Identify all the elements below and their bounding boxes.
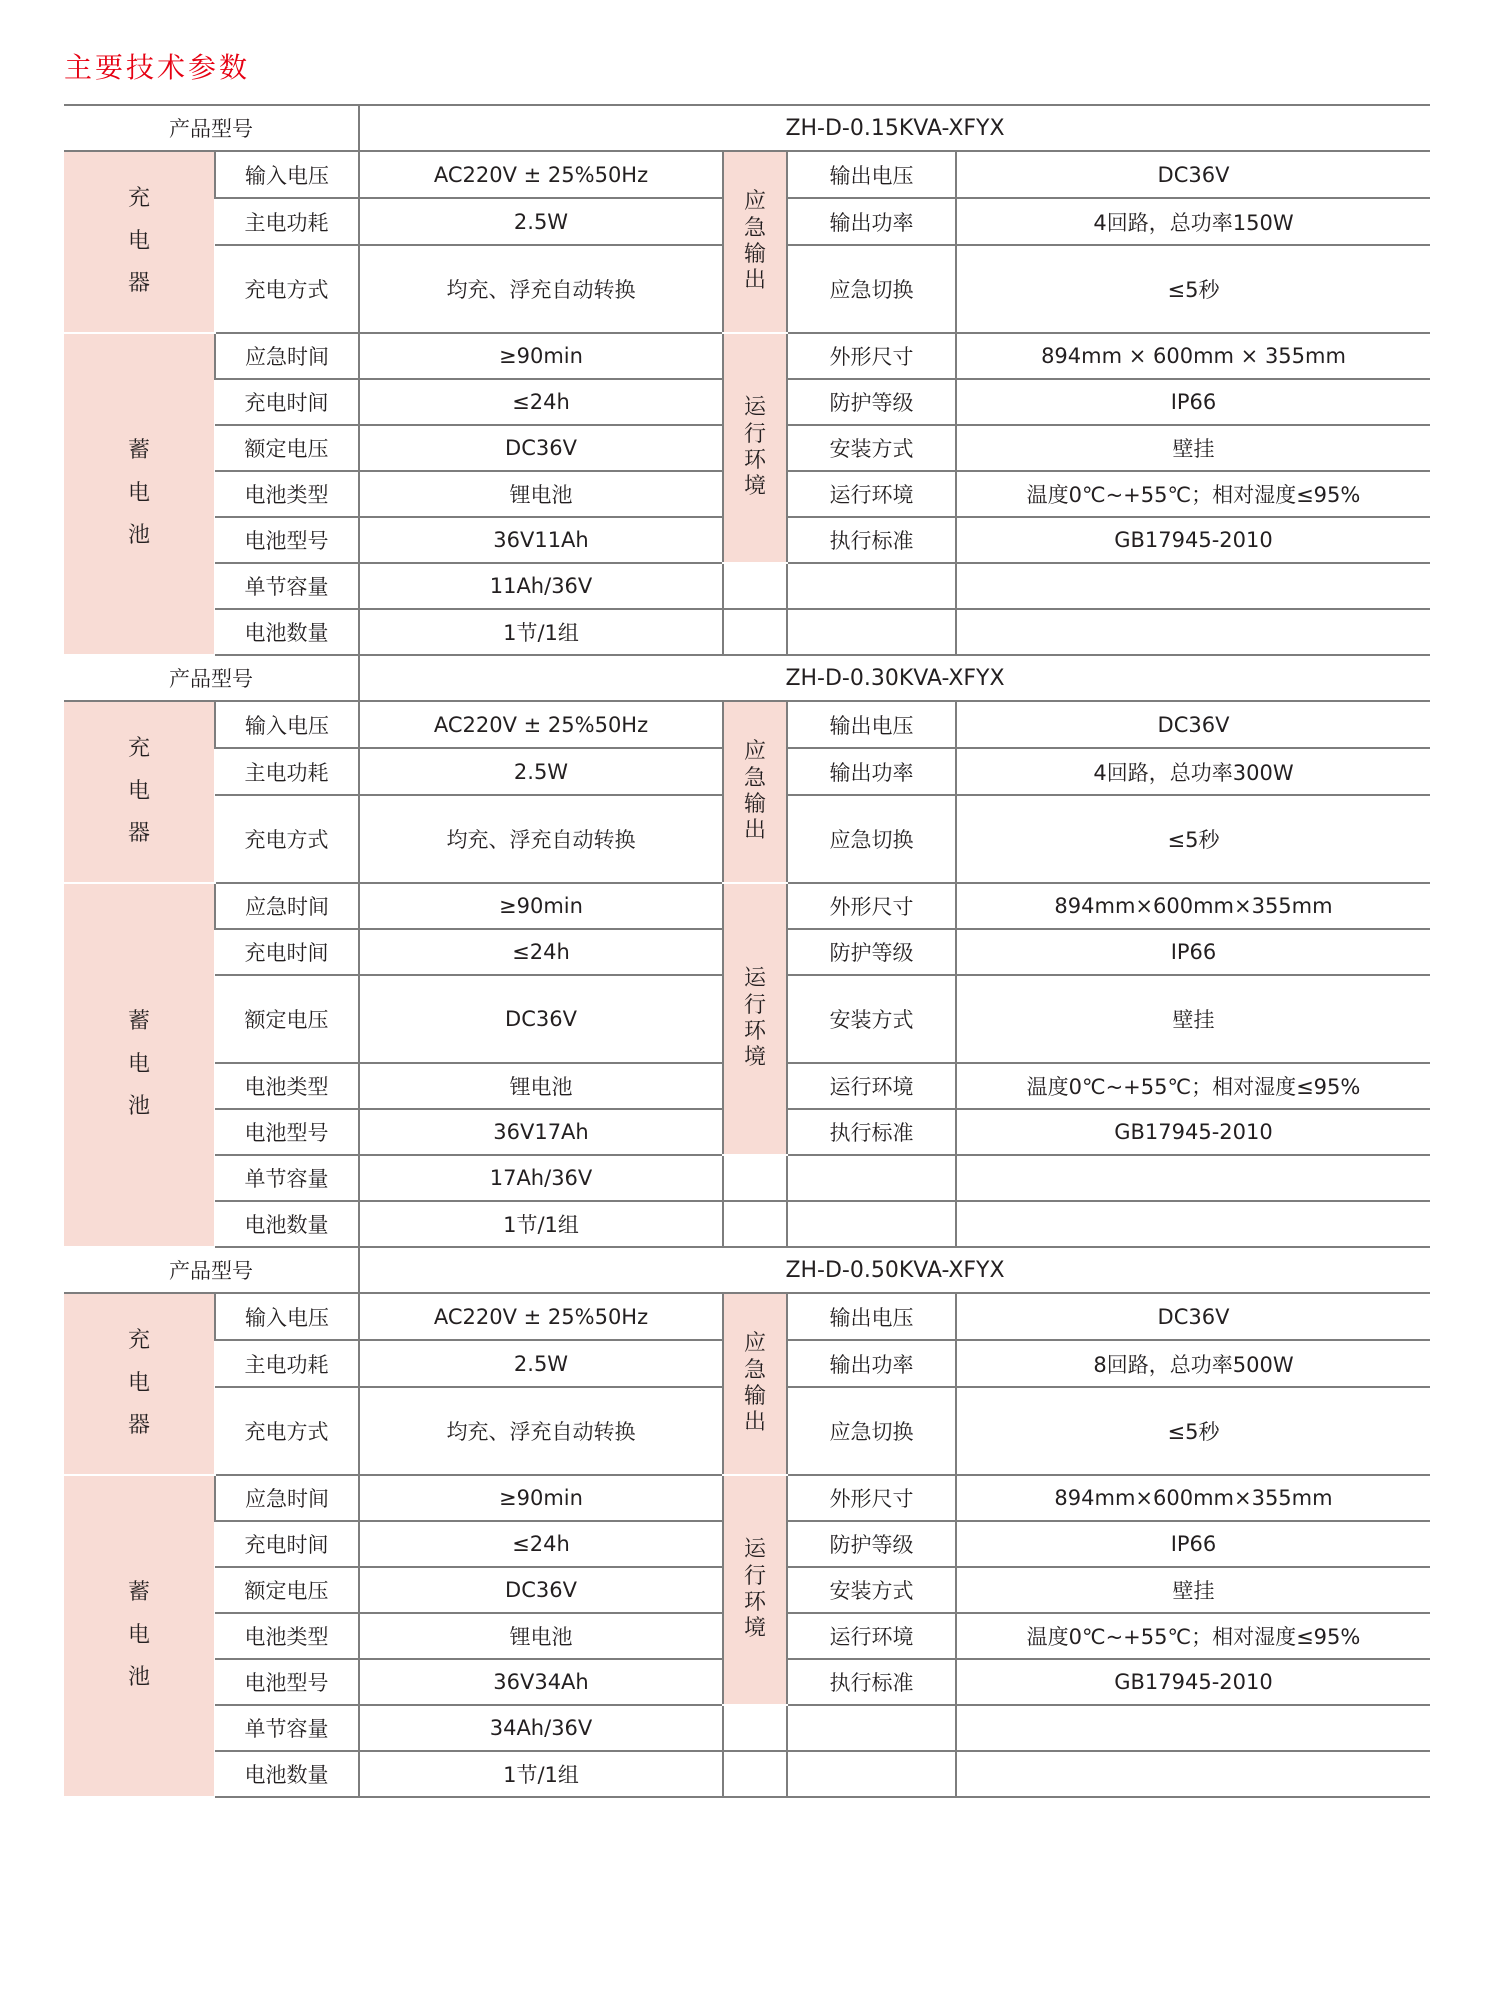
param-label: 输出功率 — [787, 1340, 956, 1387]
model-row — [64, 1247, 1430, 1293]
param-label: 防护等级 — [787, 929, 956, 975]
param-label — [787, 1705, 956, 1751]
param-value: 锂电池 — [359, 471, 723, 517]
param-value: 11Ah/36V — [359, 563, 723, 609]
emergency-output-group-text: 应急输出 — [743, 189, 766, 294]
blank-cell — [723, 609, 787, 655]
param-value: DC36V — [956, 151, 1430, 198]
param-value: 壁挂 — [956, 975, 1430, 1063]
param-value: IP66 — [956, 379, 1430, 425]
param-label — [787, 609, 956, 655]
blank-cell — [723, 1155, 787, 1201]
param-label: 输入电压 — [215, 151, 359, 198]
emergency-output-group-label — [723, 701, 787, 883]
spec-row — [64, 1475, 1430, 1521]
param-value: GB17945-2010 — [956, 1109, 1430, 1155]
param-label: 执行标准 — [787, 517, 956, 563]
page-title: 主要技术参数 — [64, 51, 251, 84]
param-value: IP66 — [956, 929, 1430, 975]
spec-row — [64, 1705, 1430, 1751]
param-value: ≥90min — [359, 883, 723, 929]
param-value — [956, 563, 1430, 609]
battery-group-text: 蓄电池 — [127, 1008, 150, 1120]
param-value: 温度0℃~+55℃；相对湿度≤95% — [956, 1063, 1430, 1109]
param-label: 电池数量 — [215, 609, 359, 655]
param-label: 主电功耗 — [215, 748, 359, 795]
param-label: 额定电压 — [215, 1567, 359, 1613]
param-label: 电池数量 — [215, 1201, 359, 1247]
param-value: AC220V ± 25%50Hz — [359, 151, 723, 198]
param-value: 36V34Ah — [359, 1659, 723, 1705]
emergency-output-group-text: 应急输出 — [743, 1331, 766, 1436]
param-value: GB17945-2010 — [956, 517, 1430, 563]
param-label: 输出功率 — [787, 748, 956, 795]
param-label: 充电时间 — [215, 1521, 359, 1567]
param-value: IP66 — [956, 1521, 1430, 1567]
param-value: ≥90min — [359, 333, 723, 379]
battery-group-text: 蓄电池 — [127, 437, 150, 549]
param-label — [787, 1751, 956, 1797]
emergency-output-group-text: 应急输出 — [743, 739, 766, 844]
param-value: 894mm×600mm×355mm — [956, 1475, 1430, 1521]
param-label: 外形尺寸 — [787, 883, 956, 929]
param-label — [787, 1155, 956, 1201]
spec-row — [64, 1155, 1430, 1201]
param-label: 充电方式 — [215, 1387, 359, 1475]
spec-row — [64, 883, 1430, 929]
blank-cell — [723, 1201, 787, 1247]
param-label: 电池类型 — [215, 471, 359, 517]
param-label: 执行标准 — [787, 1659, 956, 1705]
param-label: 电池数量 — [215, 1751, 359, 1797]
charger-group-label — [64, 1293, 215, 1475]
spec-row — [64, 1201, 1430, 1247]
param-label: 单节容量 — [215, 563, 359, 609]
spec-table — [64, 104, 1430, 1798]
param-value: DC36V — [359, 1567, 723, 1613]
param-value: 4回路，总功率150W — [956, 198, 1430, 245]
param-label: 安装方式 — [787, 425, 956, 471]
param-label: 额定电压 — [215, 425, 359, 471]
param-label: 运行环境 — [787, 471, 956, 517]
charger-group-label — [64, 151, 215, 333]
environment-group-label — [723, 1475, 787, 1705]
param-label: 主电功耗 — [215, 1340, 359, 1387]
battery-group-label — [64, 333, 215, 655]
param-label: 电池类型 — [215, 1613, 359, 1659]
param-value: 均充、浮充自动转换 — [359, 1387, 723, 1475]
param-label: 电池型号 — [215, 517, 359, 563]
param-label: 应急时间 — [215, 883, 359, 929]
param-label: 充电方式 — [215, 245, 359, 333]
param-label: 电池型号 — [215, 1109, 359, 1155]
model-number: ZH-D-0.15KVA-XFYX — [359, 105, 1430, 151]
param-value — [956, 1201, 1430, 1247]
param-value: 壁挂 — [956, 1567, 1430, 1613]
param-value: DC36V — [359, 975, 723, 1063]
param-value: DC36V — [359, 425, 723, 471]
spec-row — [64, 1751, 1430, 1797]
param-value: AC220V ± 25%50Hz — [359, 701, 723, 748]
param-label: 应急切换 — [787, 1387, 956, 1475]
model-label: 产品型号 — [64, 1247, 359, 1293]
spec-row — [64, 1293, 1430, 1340]
param-label: 输出电压 — [787, 701, 956, 748]
spec-row — [64, 609, 1430, 655]
param-label: 电池类型 — [215, 1063, 359, 1109]
param-value: 2.5W — [359, 198, 723, 245]
param-label: 安装方式 — [787, 1567, 956, 1613]
param-value: DC36V — [956, 1293, 1430, 1340]
blank-cell — [723, 563, 787, 609]
environment-group-text: 运行环境 — [743, 1537, 766, 1642]
blank-cell — [723, 1751, 787, 1797]
param-value — [956, 609, 1430, 655]
param-label: 额定电压 — [215, 975, 359, 1063]
param-value: 34Ah/36V — [359, 1705, 723, 1751]
param-value: ≤24h — [359, 379, 723, 425]
environment-group-label — [723, 883, 787, 1155]
param-label: 运行环境 — [787, 1613, 956, 1659]
param-value: 4回路，总功率300W — [956, 748, 1430, 795]
param-value: 36V17Ah — [359, 1109, 723, 1155]
model-number: ZH-D-0.30KVA-XFYX — [359, 655, 1430, 701]
param-value: AC220V ± 25%50Hz — [359, 1293, 723, 1340]
battery-group-label — [64, 883, 215, 1247]
param-label — [787, 563, 956, 609]
param-label: 充电时间 — [215, 929, 359, 975]
param-value: ≥90min — [359, 1475, 723, 1521]
spec-row — [64, 701, 1430, 748]
param-label: 防护等级 — [787, 1521, 956, 1567]
charger-group-text: 充电器 — [127, 185, 150, 297]
param-label: 主电功耗 — [215, 198, 359, 245]
param-value: GB17945-2010 — [956, 1659, 1430, 1705]
param-value: 17Ah/36V — [359, 1155, 723, 1201]
param-value: 均充、浮充自动转换 — [359, 795, 723, 883]
param-label: 应急时间 — [215, 333, 359, 379]
param-value: 894mm × 600mm × 355mm — [956, 333, 1430, 379]
charger-group-text: 充电器 — [127, 1327, 150, 1439]
param-value — [956, 1155, 1430, 1201]
param-label: 应急时间 — [215, 1475, 359, 1521]
param-value: 1节/1组 — [359, 609, 723, 655]
param-value: ≤5秒 — [956, 245, 1430, 333]
param-value: 2.5W — [359, 1340, 723, 1387]
param-label: 输出电压 — [787, 151, 956, 198]
environment-group-text: 运行环境 — [743, 966, 766, 1071]
param-label: 输出电压 — [787, 1293, 956, 1340]
model-row — [64, 105, 1430, 151]
param-label: 单节容量 — [215, 1155, 359, 1201]
spec-row — [64, 333, 1430, 379]
param-value: 8回路，总功率500W — [956, 1340, 1430, 1387]
param-label: 应急切换 — [787, 795, 956, 883]
param-value: 1节/1组 — [359, 1201, 723, 1247]
param-value: ≤5秒 — [956, 1387, 1430, 1475]
param-value: 锂电池 — [359, 1613, 723, 1659]
param-value: DC36V — [956, 701, 1430, 748]
param-label: 应急切换 — [787, 245, 956, 333]
param-value: ≤24h — [359, 1521, 723, 1567]
charger-group-text: 充电器 — [127, 735, 150, 847]
param-label: 外形尺寸 — [787, 333, 956, 379]
param-label: 运行环境 — [787, 1063, 956, 1109]
param-label: 外形尺寸 — [787, 1475, 956, 1521]
environment-group-label — [723, 333, 787, 563]
spec-row — [64, 563, 1430, 609]
model-label: 产品型号 — [64, 105, 359, 151]
environment-group-text: 运行环境 — [743, 395, 766, 500]
param-value: 1节/1组 — [359, 1751, 723, 1797]
param-label: 充电方式 — [215, 795, 359, 883]
param-label: 防护等级 — [787, 379, 956, 425]
model-number: ZH-D-0.50KVA-XFYX — [359, 1247, 1430, 1293]
param-label: 执行标准 — [787, 1109, 956, 1155]
param-value: 2.5W — [359, 748, 723, 795]
param-value: 894mm×600mm×355mm — [956, 883, 1430, 929]
param-value: 锂电池 — [359, 1063, 723, 1109]
param-value: ≤5秒 — [956, 795, 1430, 883]
battery-group-label — [64, 1475, 215, 1797]
param-label: 单节容量 — [215, 1705, 359, 1751]
param-label: 输出功率 — [787, 198, 956, 245]
param-label: 电池型号 — [215, 1659, 359, 1705]
spec-row — [64, 151, 1430, 198]
emergency-output-group-label — [723, 151, 787, 333]
param-value: 均充、浮充自动转换 — [359, 245, 723, 333]
param-value — [956, 1751, 1430, 1797]
param-label: 安装方式 — [787, 975, 956, 1063]
param-value: 温度0℃~+55℃；相对湿度≤95% — [956, 1613, 1430, 1659]
param-label: 输入电压 — [215, 1293, 359, 1340]
param-value: ≤24h — [359, 929, 723, 975]
emergency-output-group-label — [723, 1293, 787, 1475]
blank-cell — [723, 1705, 787, 1751]
param-label: 充电时间 — [215, 379, 359, 425]
charger-group-label — [64, 701, 215, 883]
battery-group-text: 蓄电池 — [127, 1579, 150, 1691]
model-row — [64, 655, 1430, 701]
param-label — [787, 1201, 956, 1247]
param-value — [956, 1705, 1430, 1751]
param-label: 输入电压 — [215, 701, 359, 748]
model-label: 产品型号 — [64, 655, 359, 701]
param-value: 壁挂 — [956, 425, 1430, 471]
param-value: 温度0℃~+55℃；相对湿度≤95% — [956, 471, 1430, 517]
param-value: 36V11Ah — [359, 517, 723, 563]
